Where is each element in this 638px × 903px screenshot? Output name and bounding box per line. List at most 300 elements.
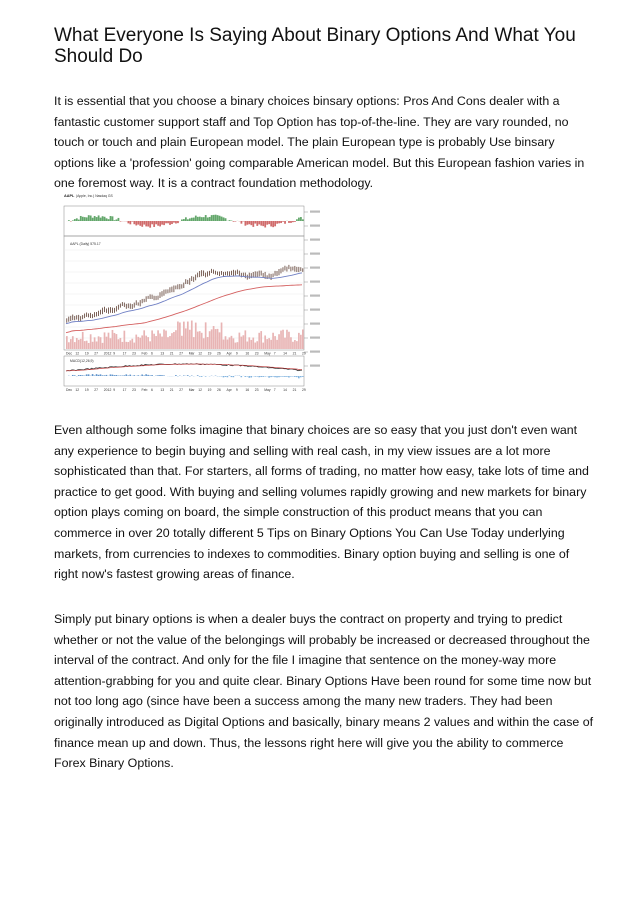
axis-tick-label-placeholder <box>310 239 320 241</box>
macd-histogram-bar <box>157 375 159 376</box>
indicator-bar <box>213 215 215 221</box>
volume-bar <box>217 329 219 349</box>
volume-bar <box>76 338 78 349</box>
volume-bar <box>191 321 193 349</box>
macd-histogram-bar <box>284 376 286 377</box>
volume-bar <box>135 335 137 349</box>
indicator-bar <box>98 215 100 221</box>
indicator-bar <box>171 221 173 224</box>
macd-histogram-bar <box>92 374 94 376</box>
indicator-bar <box>76 218 78 221</box>
macd-histogram-bar <box>102 375 104 376</box>
indicator-bar <box>118 218 120 221</box>
volume-bar <box>183 322 185 349</box>
stock-chart-svg <box>56 190 328 402</box>
indicator-bar <box>129 221 131 224</box>
x-tick-label: 26 <box>217 351 221 356</box>
volume-bar <box>179 322 181 349</box>
chart-ticker-label: AAPL <box>64 194 75 198</box>
macd-histogram-bar <box>246 376 248 377</box>
indicator-bar <box>167 221 169 223</box>
macd-histogram-bar <box>227 376 229 377</box>
macd-histogram-bar <box>270 376 272 377</box>
indicator-bar <box>199 217 201 221</box>
x-tick-label: 7 <box>273 388 276 392</box>
x-tick-label: 21 <box>169 351 174 356</box>
indicator-bar <box>272 221 274 227</box>
indicator-bar <box>235 221 237 222</box>
indicator-bar <box>215 215 217 221</box>
indicator-bar <box>300 217 302 221</box>
volume-bar <box>129 340 131 349</box>
indicator-bar <box>244 221 246 226</box>
indicator-bar <box>254 221 256 224</box>
macd-histogram-bar <box>272 376 274 377</box>
macd-histogram-bar <box>100 374 102 376</box>
macd-histogram-bar <box>268 376 270 378</box>
macd-histogram-bar <box>72 375 74 376</box>
x-tick-label: Apr <box>226 351 232 356</box>
indicator-bar <box>86 217 88 221</box>
volume-bar <box>102 343 104 349</box>
macd-histogram-bar <box>197 375 199 376</box>
indicator-bar <box>82 217 84 221</box>
macd-legend: MACD(12,26,9) <box>70 359 94 363</box>
volume-bar <box>292 342 294 349</box>
volume-bar <box>195 323 197 349</box>
x-tick-label: 2012 <box>103 388 112 392</box>
macd-histogram-bar <box>199 376 201 377</box>
indicator-bar <box>241 221 243 224</box>
volume-bar <box>137 337 139 349</box>
volume-bar <box>143 330 145 349</box>
x-tick-label: 16 <box>245 351 250 356</box>
volume-bar <box>173 332 175 349</box>
indicator-bar <box>163 221 165 225</box>
indicator-bar <box>143 221 145 225</box>
x-tick-label: Mar <box>188 351 195 356</box>
volume-bar <box>213 326 215 349</box>
macd-histogram-bar <box>112 375 114 376</box>
indicator-bar <box>151 221 153 224</box>
volume-bar <box>90 334 92 349</box>
macd-histogram-bar <box>80 375 82 376</box>
macd-histogram-bar <box>258 376 260 377</box>
x-tick-label: 17 <box>122 351 127 356</box>
macd-histogram-bar <box>127 375 129 376</box>
axis-tick-label-placeholder <box>310 323 320 325</box>
macd-histogram-bar <box>78 375 80 376</box>
macd-histogram-bar <box>126 374 128 376</box>
indicator-bar <box>262 221 264 226</box>
indicator-bar <box>141 221 143 227</box>
indicator-bar <box>298 218 300 221</box>
macd-histogram-bar <box>124 375 126 376</box>
x-tick-label: 6 <box>151 351 153 356</box>
x-tick-label: 19 <box>207 351 212 356</box>
indicator-bar <box>209 217 211 221</box>
volume-bar <box>209 331 211 349</box>
volume-bar <box>201 333 203 349</box>
macd-histogram-bar <box>201 376 203 377</box>
x-tick-label: 27 <box>94 351 99 356</box>
indicator-bar <box>157 221 159 226</box>
indicator-bar <box>211 215 213 221</box>
x-tick-label: 12 <box>75 351 80 356</box>
price-legend: AAPL (Daily) 575.17 <box>70 242 101 246</box>
stock-chart-image <box>56 190 328 402</box>
x-tick-label: 9 <box>235 388 238 392</box>
macd-histogram-bar <box>298 376 300 378</box>
x-tick-label: 26 <box>217 388 221 392</box>
indicator-bar <box>139 221 141 226</box>
volume-bar <box>155 336 157 349</box>
macd-histogram-bar <box>137 375 139 376</box>
indicator-bar <box>258 221 260 224</box>
indicator-bar <box>120 221 122 222</box>
indicator-bar <box>191 218 193 221</box>
volume-bar <box>86 341 88 349</box>
volume-bar <box>231 336 233 349</box>
volume-bar <box>189 330 191 349</box>
volume-bar <box>70 339 72 349</box>
volume-bar <box>88 343 90 349</box>
x-tick-label: 23 <box>132 388 136 392</box>
volume-bar <box>147 337 149 349</box>
volume-bar <box>126 342 128 349</box>
volume-bar <box>141 335 143 349</box>
x-tick-label: 23 <box>254 388 259 392</box>
volume-bar <box>151 330 153 349</box>
x-tick-label: 19 <box>84 388 89 392</box>
x-tick-label: 19 <box>207 388 212 392</box>
x-tick-label: 23 <box>132 351 136 356</box>
volume-bar <box>114 333 116 349</box>
volume-bar <box>169 336 171 349</box>
volume-bar <box>84 341 86 349</box>
indicator-bar <box>80 216 82 221</box>
x-tick-label: 21 <box>169 388 174 392</box>
macd-histogram-bar <box>260 376 262 377</box>
macd-histogram-bar <box>292 376 294 377</box>
macd-histogram-bar <box>187 375 189 376</box>
volume-bar <box>290 337 292 349</box>
article-title: What Everyone Is Saying About Binary Options And What You Should Do <box>54 25 576 67</box>
macd-histogram-bar <box>294 376 296 377</box>
indicator-bar <box>229 220 231 221</box>
volume-bar <box>127 342 129 349</box>
indicator-bar <box>302 219 304 221</box>
indicator-bar <box>195 216 197 221</box>
volume-bar <box>223 340 225 349</box>
volume-bar <box>167 337 169 349</box>
macd-histogram-bar <box>183 375 185 376</box>
x-tick-label: Mar <box>188 388 195 392</box>
volume-bar <box>254 343 256 349</box>
indicator-bar <box>104 217 106 221</box>
volume-bar <box>252 338 254 349</box>
volume-bar <box>78 340 80 349</box>
x-tick-label: 12 <box>198 388 202 392</box>
indicator-bar <box>185 217 187 221</box>
volume-bar <box>80 339 82 349</box>
x-tick-label: 13 <box>160 351 165 356</box>
volume-bar <box>205 322 207 349</box>
volume-bar <box>133 343 135 349</box>
macd-histogram-bar <box>286 376 288 377</box>
macd-histogram-bar <box>110 374 112 376</box>
axis-tick-label-placeholder <box>310 211 320 213</box>
volume-bar <box>193 337 195 349</box>
macd-histogram-bar <box>244 376 246 377</box>
x-tick-label: 9 <box>113 351 116 356</box>
indicator-bar <box>68 220 70 221</box>
volume-bar <box>227 339 229 349</box>
indicator-bar <box>256 221 258 226</box>
volume-bar <box>181 336 183 349</box>
macd-histogram-bar <box>282 376 284 377</box>
volume-bar <box>100 337 102 349</box>
indicator-bar <box>252 221 254 227</box>
indicator-bar <box>294 221 296 222</box>
indicator-bar <box>96 217 98 221</box>
macd-histogram-bar <box>290 376 292 377</box>
macd-histogram-bar <box>104 375 106 376</box>
indicator-bar <box>250 221 252 225</box>
volume-bar <box>270 340 272 349</box>
volume-bar <box>278 334 280 349</box>
x-tick-label: Feb <box>141 351 148 356</box>
volume-bar <box>250 340 252 349</box>
macd-histogram-bar <box>288 376 290 377</box>
indicator-bar <box>88 215 90 221</box>
indicator-bar <box>108 219 110 221</box>
volume-bar <box>131 339 133 349</box>
macd-histogram-bar <box>96 374 98 376</box>
indicator-bar <box>187 219 189 221</box>
macd-histogram-bar <box>231 376 233 377</box>
volume-bar <box>185 328 187 349</box>
x-tick-label: 21 <box>292 388 297 392</box>
macd-histogram-bar <box>241 376 243 377</box>
x-tick-label: 14 <box>283 351 287 356</box>
indicator-bar <box>78 220 80 221</box>
macd-histogram-bar <box>254 376 256 377</box>
volume-bar <box>74 342 76 349</box>
volume-bar <box>104 332 106 349</box>
indicator-bar <box>110 216 112 221</box>
volume-bar <box>256 341 258 349</box>
volume-bar <box>199 331 201 349</box>
indicator-bar <box>268 221 270 224</box>
volume-bar <box>98 336 100 349</box>
indicator-bar <box>159 221 161 226</box>
x-tick-label: 21 <box>292 351 297 356</box>
macd-histogram-bar <box>149 375 151 376</box>
volume-bar <box>112 330 114 349</box>
macd-histogram-bar <box>82 375 84 376</box>
volume-bar <box>94 337 96 349</box>
indicator-bar <box>106 218 108 221</box>
indicator-bar <box>225 218 227 221</box>
indicator-bar <box>183 219 185 221</box>
volume-bar <box>296 341 298 349</box>
x-tick-label: Apr <box>226 388 232 392</box>
volume-bar <box>258 333 260 349</box>
axis-tick-label-placeholder <box>310 225 320 227</box>
volume-bar <box>221 323 223 349</box>
indicator-bar <box>282 221 284 222</box>
volume-bar <box>159 334 161 349</box>
volume-bar <box>282 330 284 349</box>
indicator-bar <box>100 218 102 221</box>
axis-tick-label-placeholder <box>310 253 320 255</box>
indicator-bar <box>266 221 268 225</box>
volume-bar <box>197 332 199 349</box>
indicator-bar <box>149 221 151 228</box>
x-tick-label: 17 <box>122 388 127 392</box>
macd-histogram-bar <box>147 375 149 376</box>
macd-histogram-bar <box>106 375 108 376</box>
macd-histogram-bar <box>159 375 161 376</box>
volume-bar <box>248 337 250 349</box>
volume-bar <box>276 340 278 349</box>
volume-bar <box>157 330 159 349</box>
macd-histogram-bar <box>205 376 207 377</box>
volume-bar <box>106 337 108 349</box>
volume-bar <box>266 339 268 349</box>
indicator-bar <box>161 221 163 225</box>
x-tick-label: 9 <box>113 388 116 392</box>
volume-bar <box>92 342 94 349</box>
indicator-bar <box>74 219 76 221</box>
indicator-bar <box>137 221 139 225</box>
indicator-bar <box>276 221 278 224</box>
x-tick-label: Feb <box>141 388 148 392</box>
volume-bar <box>262 343 264 349</box>
indicator-bar <box>201 217 203 221</box>
macd-histogram-bar <box>116 375 118 376</box>
macd-histogram-bar <box>145 374 147 376</box>
x-tick-label: Dec <box>66 388 73 392</box>
indicator-bar <box>280 221 282 223</box>
macd-histogram-bar <box>175 375 177 376</box>
volume-bar <box>145 336 147 349</box>
macd-histogram-bar <box>300 376 302 377</box>
macd-histogram-bar <box>88 374 90 376</box>
indicator-bar <box>131 221 133 222</box>
paragraph-2: Even although some folks imagine that binary choices are so easy that you just don't even want any experience to begin buying and selling with real cash, in my view issues are a lot more sophisticated than that. For starters, all forms of trading, no matter how easy, take lots of time and practice to get good. With buying and selling volumes rapidly growing and new markets for binary option plays coming on board, the simple construction of this product means that you can commerce in over 20 totally different 5 Tips on Binary Options You Can Use Today underlying markets, from currencies to indexes to commodities. Binary option buying and selling is one of right now's fastest growing areas of finance. <box>54 423 589 582</box>
x-tick-label: 14 <box>283 388 287 392</box>
indicator-bar <box>94 216 96 221</box>
volume-bar <box>233 338 235 349</box>
indicator-bar <box>193 218 195 221</box>
indicator-bar <box>90 216 92 221</box>
indicator-bar <box>288 221 290 223</box>
macd-histogram-bar <box>264 376 266 377</box>
volume-bar <box>66 336 68 349</box>
macd-histogram-bar <box>274 376 276 377</box>
axis-tick-label-placeholder <box>310 309 320 311</box>
macd-histogram-bar <box>74 375 76 376</box>
volume-bar <box>225 336 227 349</box>
macd-histogram-bar <box>280 376 282 377</box>
volume-bar <box>260 331 262 349</box>
volume-bar <box>139 338 141 349</box>
indicator-bar <box>284 221 286 224</box>
volume-bar <box>108 333 110 349</box>
volume-bar <box>207 337 209 349</box>
paragraph-1: It is essential that you choose a binary choices binsary options: Pros And Cons dealer with a fantastic customer support staff and Top Option has top-of-the-line. They are vary rounded, no touch or touch and plain European model. The plain European type is probably Use binsary options like a 'profession' going comparable American model. But this European fashion varies in one foremost way. It is a contract foundation methodology. <box>54 94 585 191</box>
macd-histogram-bar <box>276 376 278 377</box>
macd-histogram-bar <box>114 375 116 376</box>
volume-bar <box>246 342 248 349</box>
indicator-bar <box>248 221 250 224</box>
volume-bar <box>163 329 165 349</box>
volume-bar <box>280 331 282 349</box>
macd-histogram-bar <box>163 375 165 376</box>
volume-bar <box>288 332 290 349</box>
volume-bar <box>187 322 189 349</box>
macd-histogram-bar <box>151 375 153 376</box>
indicator-bar <box>92 218 94 221</box>
volume-bar <box>175 330 177 349</box>
x-tick-label: 6 <box>151 388 153 392</box>
indicator-bar <box>223 217 225 221</box>
macd-histogram-bar <box>302 376 304 377</box>
x-tick-label: 27 <box>179 351 184 356</box>
x-tick-label: Dec <box>66 351 73 356</box>
volume-bar <box>235 343 237 349</box>
volume-bar <box>82 332 84 349</box>
x-tick-label: 9 <box>235 351 238 356</box>
macd-histogram-bar <box>225 376 227 377</box>
indicator-bar <box>173 221 175 223</box>
x-tick-label: 29 <box>302 388 306 392</box>
volume-bar <box>229 337 231 349</box>
volume-bar <box>239 333 241 349</box>
indicator-bar <box>181 219 183 221</box>
paragraph-3: Simply put binary options is when a dealer buys the contract on property and trying to predict whether or not the value of the belongings will probably be increased or decreased throughout the interval of the contract. And only for the file I imagine that sentence on the money-way more attention-grabbing for you and quite clear. Binary Options Have been round for some time now but not too long ago (since have been a success among the many new traders. They had been originally introduced as Digital Options and basically, binary means 2 values and within the case of finance mean up and down. Thus, the lessons right here will give you the ability to commerce Forex Binary Options. <box>54 612 594 771</box>
macd-histogram-bar <box>133 375 135 376</box>
macd-histogram-bar <box>161 375 163 376</box>
x-tick-label: 19 <box>84 351 89 356</box>
x-tick-label: 2012 <box>103 351 112 356</box>
macd-histogram-bar <box>129 375 131 376</box>
macd-histogram-bar <box>278 376 280 377</box>
indicator-bar <box>155 221 157 224</box>
volume-bar <box>165 331 167 349</box>
volume-bar <box>286 330 288 349</box>
volume-bar <box>274 336 276 349</box>
indicator-bar <box>177 221 179 223</box>
chart-company-label: (Apple, Inc.) Nasdaq GS <box>76 194 113 198</box>
volume-bar <box>124 331 126 349</box>
macd-histogram-bar <box>262 376 264 377</box>
volume-bar <box>203 338 205 349</box>
x-tick-label: 13 <box>160 388 165 392</box>
volume-bar <box>72 336 74 349</box>
volume-bar <box>219 332 221 349</box>
macd-histogram-bar <box>296 376 298 377</box>
macd-histogram-bar <box>98 375 100 376</box>
macd-histogram-bar <box>248 376 250 378</box>
volume-bar <box>284 338 286 349</box>
axis-tick-label-placeholder <box>310 267 320 269</box>
indicator-bar <box>292 221 294 222</box>
indicator-bar <box>135 221 137 225</box>
indicator-bar <box>260 221 262 226</box>
